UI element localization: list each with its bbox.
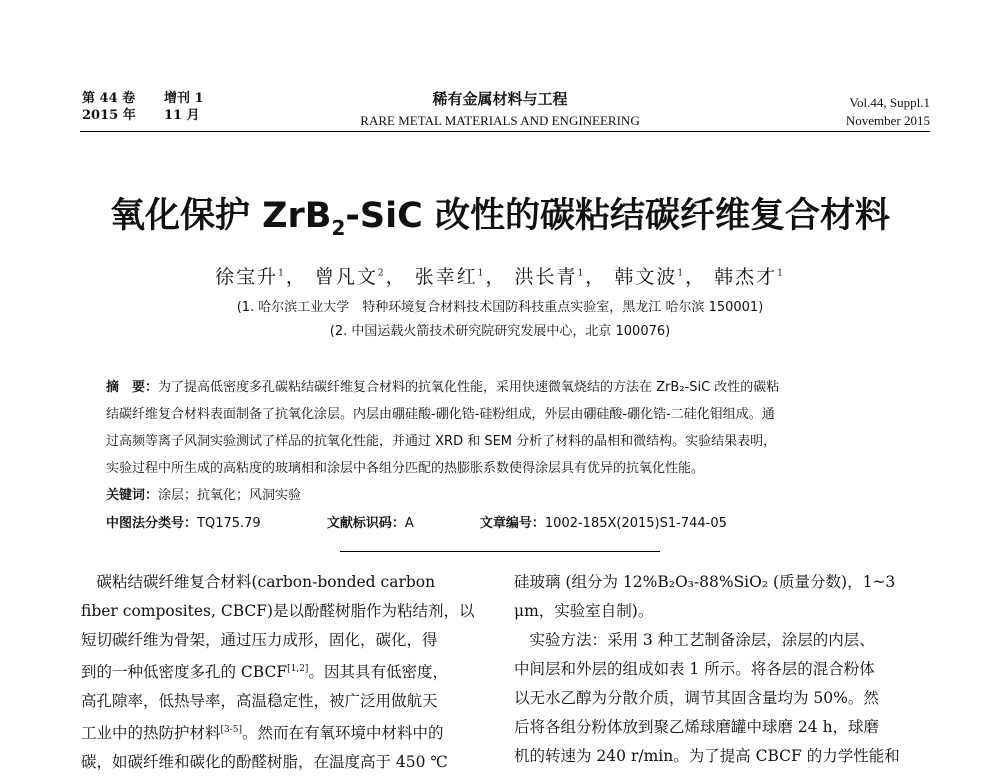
author: 徐宝升$^1$， <box>215 266 307 288</box>
clc-label: 中图法分类号： <box>106 516 198 531</box>
volume-en: Vol.44, Suppl.1 <box>849 95 930 110</box>
author: 韩杰才$^1$ <box>714 266 785 288</box>
clc-number: TQ175.79 <box>197 516 261 531</box>
citation: [1,2] <box>287 664 309 674</box>
volume-cn: 第 44 卷 <box>82 91 136 106</box>
section-divider <box>340 551 660 552</box>
body-line: μm，实验室自制)。 <box>514 602 654 620</box>
affiliation-2: (2. 中国运载火箭技术研究院研究发展中心，北京 100076) <box>329 324 671 339</box>
month-cn: 11 月 <box>164 108 200 123</box>
author: 洪长青$^1$， <box>514 266 607 288</box>
abstract-label: 摘 要： <box>106 380 159 395</box>
body-line: 中间层和外层的组成如表 1 所示。将各层的混合粉体 <box>514 660 875 678</box>
author: 韩文波$^1$， <box>614 266 707 288</box>
abstract-line: 实验过程中所生成的高粘度的玻璃相和涂层中各组分匹配的热膨胀系数使得涂层具有优异的抗氧化性能。 <box>106 461 705 476</box>
body-line: 以无水乙醇为分散介质，调节其固含量均为 50%。然 <box>514 689 879 707</box>
article-id-label: 文章编号： <box>479 516 545 531</box>
date-en: November 2015 <box>845 113 930 128</box>
journal-issue-en <box>846 94 930 130</box>
abstract-line: 结碳纤维复合材料表面制备了抗氧化涂层。内层由硼硅酸-硼化锆-硅粉组成，外层由硼硅酸-硼化锆-二硅化钼组成。通 <box>106 407 775 422</box>
author: 张幸红$^1$， <box>414 266 507 288</box>
citation: [3-5] <box>220 725 243 736</box>
body-line: 实验方法：采用 3 种工艺制备涂层，涂层的内层、 <box>514 631 875 649</box>
keywords-label: 关键词： <box>106 488 159 503</box>
body-line: 工业中的热防护材料[3-5]。然而在有氧环境中材料中的 <box>81 724 444 743</box>
abstract-line: 为了提高低密度多孔碳粘结碳纤维复合材料的抗氧化性能，采用快速微氧烧结的方法在 ZrB₂-SiC 改性的碳粘 <box>158 380 780 395</box>
keywords: 涂层；抗氧化；风洞实验 <box>158 488 302 503</box>
body-line: 硅玻璃 (组分为 12%B₂O₃-88%SiO₂ (质量分数)，1~3 <box>514 573 896 591</box>
paper-title: 氧化保护 ZrB$_2$-SiC 改性的碳粘结碳纤维复合材料 <box>109 196 891 240</box>
body-line: 机的转速为 240 r/min。为了提高 CBCF 的力学性能和 <box>514 747 900 765</box>
affiliation-1: (1. 哈尔滨工业大学 特种环境复合材料技术国防科技重点实验室，黑龙江 哈尔滨 150001) <box>236 300 764 315</box>
author: 曾凡文$^2$， <box>314 266 407 288</box>
body-line: 碳粘结碳纤维复合材料(carbon-bonded carbon <box>81 573 436 591</box>
body-line: 碳，如碳纤维和碳化的酚醛树脂，在温度高于 450 ℃ <box>81 753 448 772</box>
body-line: 到的一种低密度多孔的 CBCF[1,2]。因其具有低密度， <box>81 663 448 682</box>
body-line: 高孔隙率，低热导率，高温稳定性，被广泛用做航天 <box>81 692 438 711</box>
supplement-cn: 增刊 1 <box>164 91 204 106</box>
article-id: 1002-185X(2015)S1-744-05 <box>544 516 727 531</box>
body-column-left <box>81 568 481 777</box>
year-cn: 2015 年 <box>82 108 136 123</box>
body-line: 短切碳纤维为骨架，通过压力成形，固化，碳化，得 <box>81 631 438 649</box>
classification-line <box>106 512 789 531</box>
header-rule <box>80 131 930 132</box>
journal-name-en: RARE METAL MATERIALS AND ENGINEERING <box>360 113 640 128</box>
abstract-line: 过高频等离子风洞实验测试了样品的抗氧化性能，并通过 XRD 和 SEM 分析了材料的晶相和微结构。实验结果表明， <box>106 434 777 449</box>
abstract <box>106 374 906 509</box>
journal-name-cn: 稀有金属材料与工程 <box>432 90 568 108</box>
body-line: fiber composites, CBCF)是以酚醛树脂作为粘结剂，以 <box>81 602 475 620</box>
body-column-right <box>514 568 914 771</box>
author-list <box>0 262 1000 289</box>
body-line: 后将各组分粉体放到聚乙烯球磨罐中球磨 24 h，球磨 <box>514 718 880 736</box>
doc-code-label: 文献标识码： <box>326 516 405 531</box>
doc-code: A <box>404 516 414 531</box>
